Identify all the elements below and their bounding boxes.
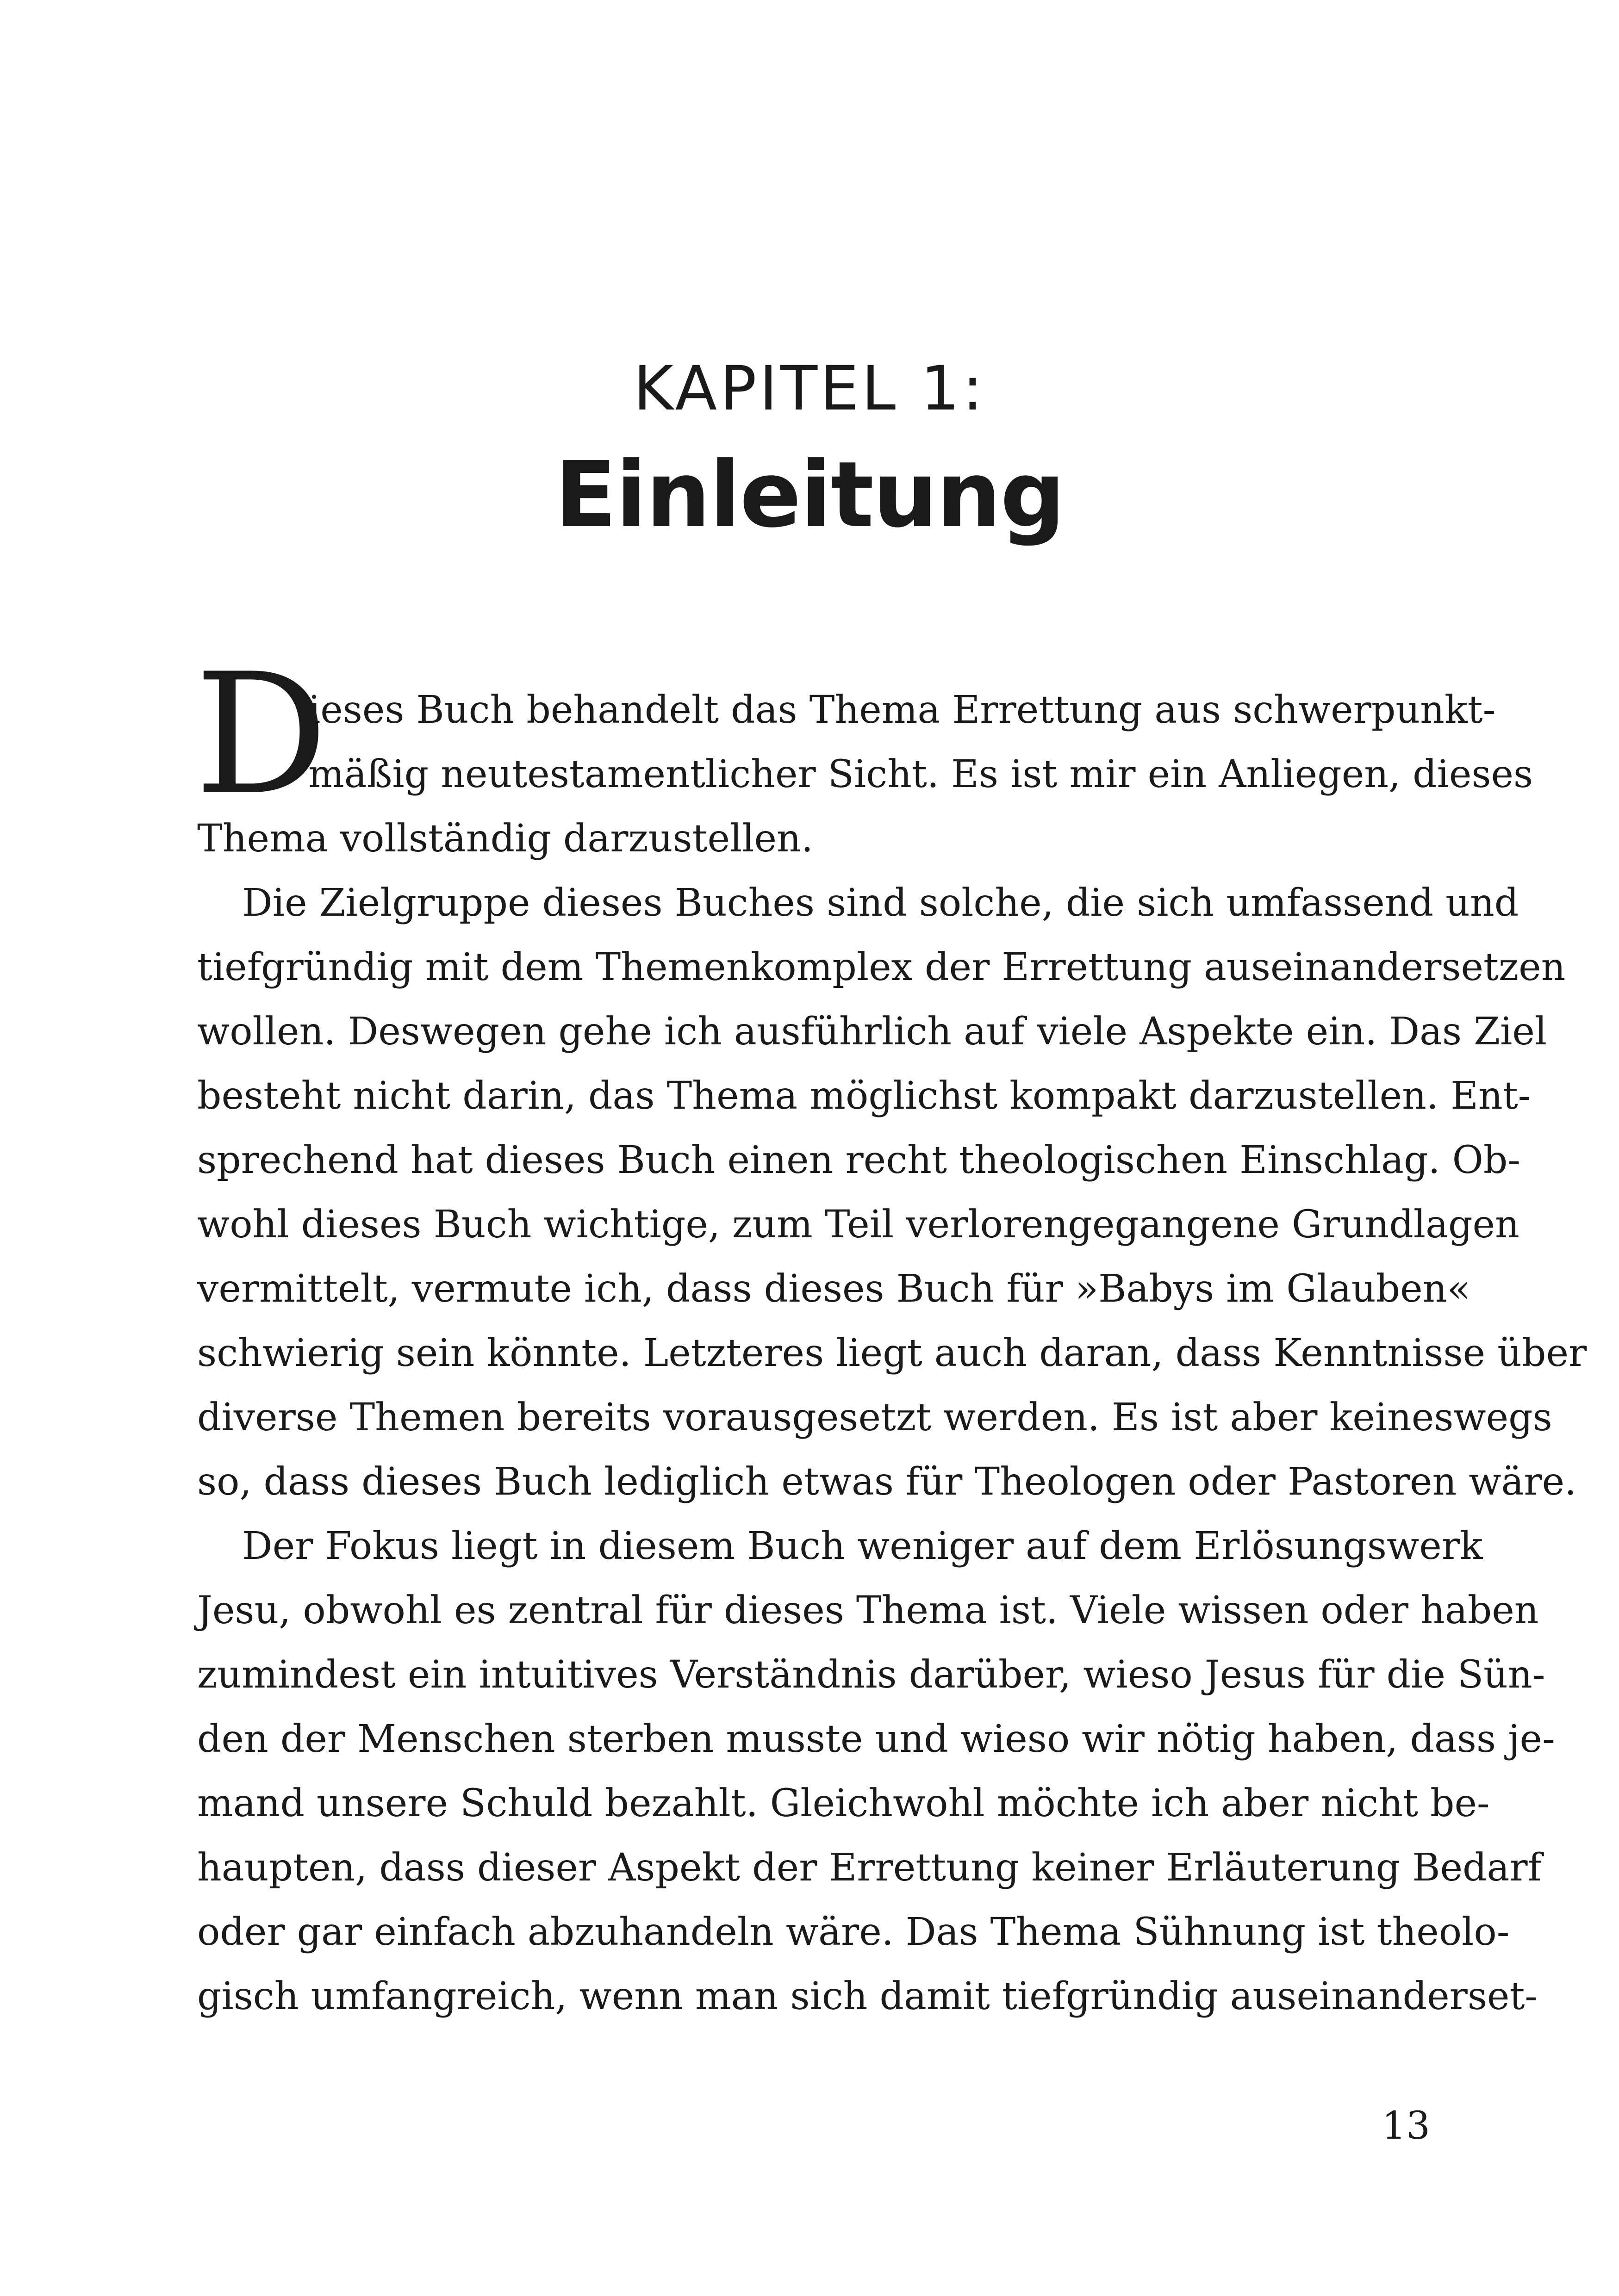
text-line: gisch umfangreich, wenn man sich damit tiefgründig auseinanderset-: [197, 1974, 1538, 2018]
text-line: haupten, dass dieser Aspekt der Errettung keiner Erläuterung Bedarf: [197, 1846, 1542, 1890]
text-line: sprechend hat dieses Buch einen recht theologischen Einschlag. Ob-: [197, 1138, 1521, 1182]
text-line: mand unsere Schuld bezahlt. Gleichwohl möchte ich aber nicht be-: [197, 1781, 1490, 1825]
text-line: tiefgründig mit dem Themenkomplex der Errettung auseinandersetzen: [197, 945, 1566, 989]
text-line: ieses Buch behandelt das Thema Errettung aus schwerpunkt-: [308, 688, 1496, 732]
text-line: mäßig neutestamentlicher Sicht. Es ist mir ein Anliegen, dieses: [308, 752, 1533, 796]
text-line: Der Fokus liegt in diesem Buch weniger auf dem Erlösungswerk: [242, 1524, 1483, 1568]
text-line: wollen. Deswegen gehe ich ausführlich auf viele Aspekte ein. Das Ziel: [197, 1010, 1547, 1054]
text-line: den der Menschen sterben musste und wieso wir nötig haben, dass je-: [197, 1717, 1555, 1761]
text-line: Die Zielgruppe dieses Buches sind solche, die sich umfassend und: [242, 881, 1519, 925]
text-line: Thema vollständig darzustellen.: [197, 817, 813, 861]
text-line: zumindest ein intuitives Verständnis darüber, wieso Jesus für die Sün-: [197, 1653, 1545, 1697]
text-line: schwierig sein könnte. Letzteres liegt auch daran, dass Kenntnisse über: [197, 1331, 1587, 1375]
page-number: 13: [1382, 2104, 1430, 2148]
text-line: besteht nicht darin, das Thema möglichst kompakt darzustellen. Ent-: [197, 1074, 1531, 1118]
text-line: diverse Themen bereits vorausgesetzt werden. Es ist aber keineswegs: [197, 1396, 1552, 1440]
body-text: [197, 678, 1587, 2029]
text-line: oder gar einfach abzuhandeln wäre. Das Thema Sühnung ist theolo-: [197, 1910, 1510, 1954]
text-line: so, dass dieses Buch lediglich etwas für Theologen oder Pastoren wäre.: [197, 1460, 1577, 1504]
drop-cap: D: [194, 638, 328, 832]
chapter-label: KAPITEL 1:: [633, 353, 986, 424]
text-line: Jesu, obwohl es zentral für dieses Thema ist. Viele wissen oder haben: [197, 1589, 1539, 1632]
text-line: vermittelt, vermute ich, dass dieses Buch für »Babys im Glauben«: [197, 1267, 1470, 1311]
text-line: wohl dieses Buch wichtige, zum Teil verlorengegangene Grundlagen: [197, 1203, 1519, 1247]
chapter-title: Einleitung: [554, 442, 1065, 548]
